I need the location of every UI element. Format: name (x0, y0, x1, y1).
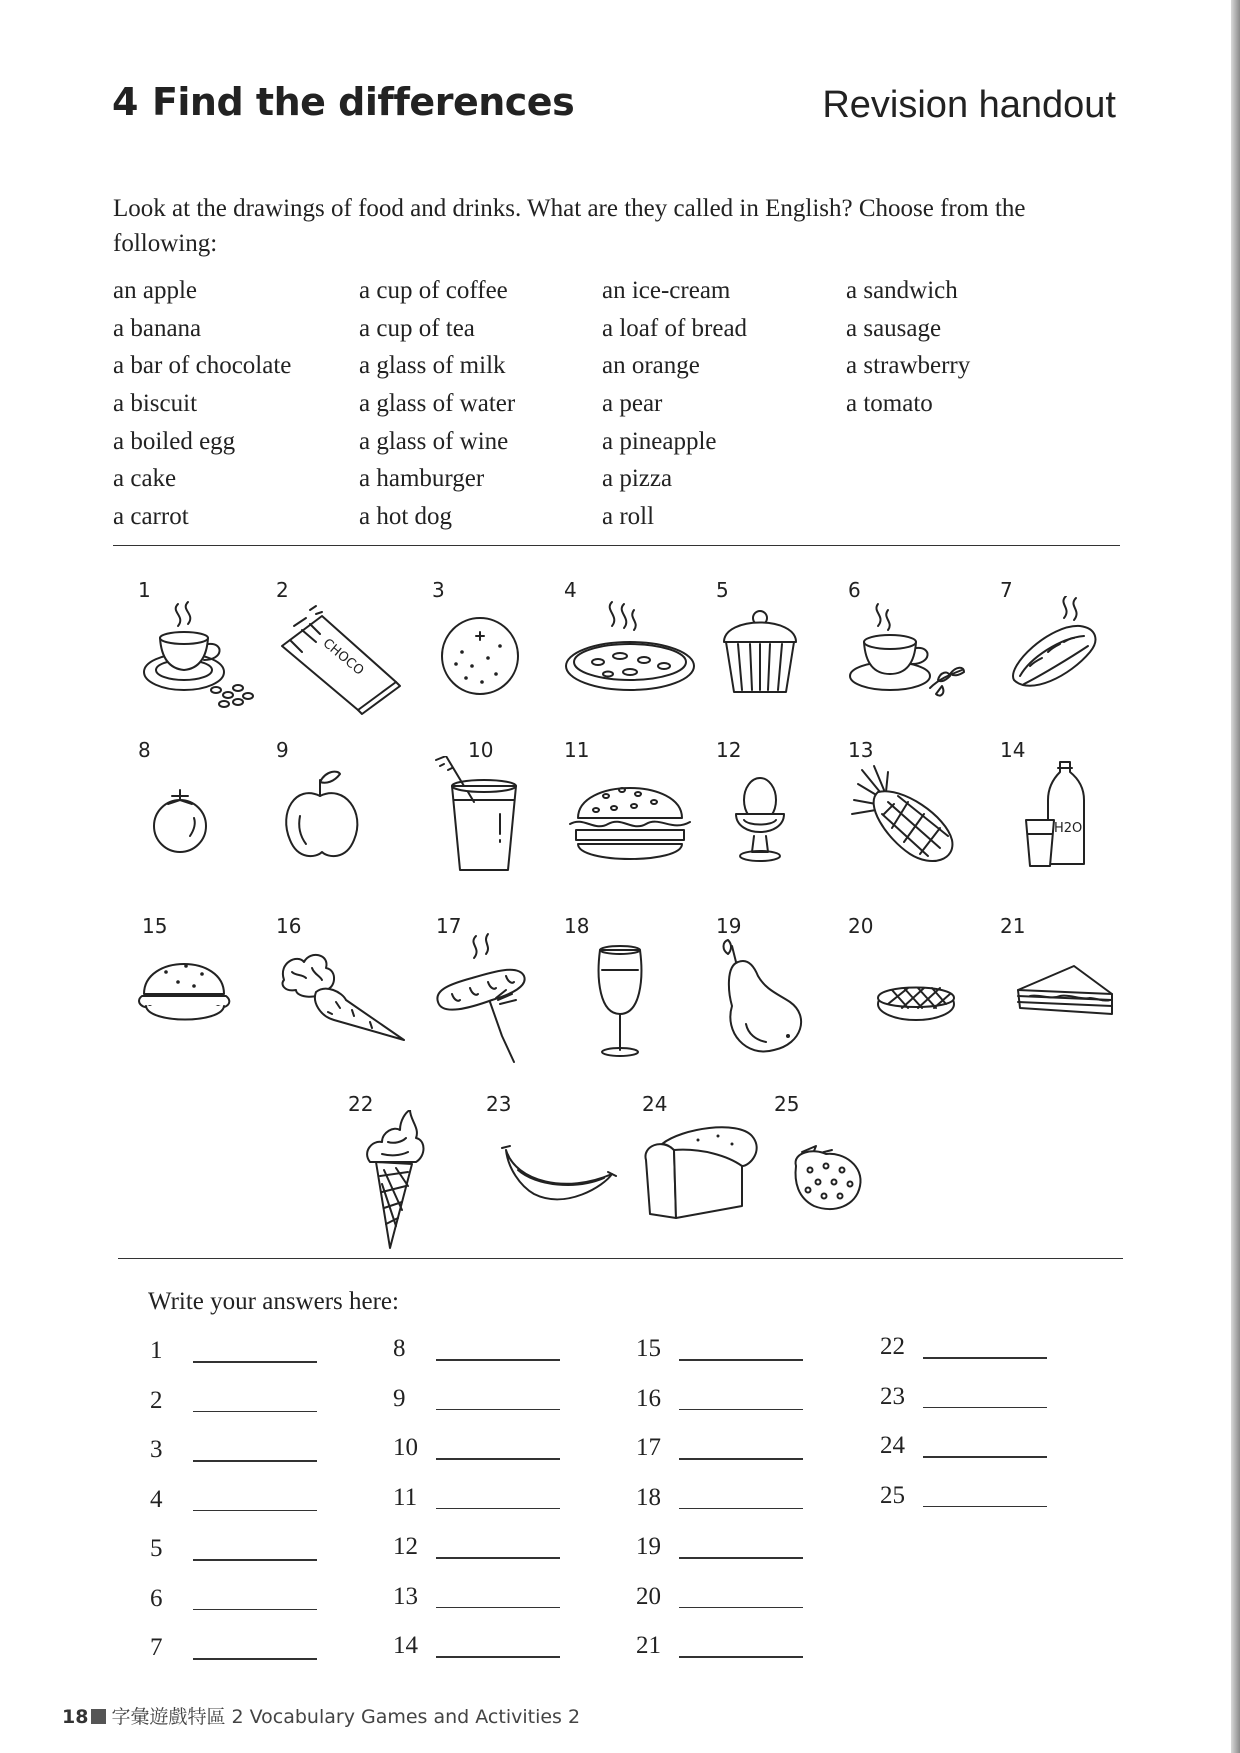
answer-number: 17 (636, 1434, 661, 1461)
answer-line[interactable] (923, 1357, 1047, 1359)
picture-11 (564, 738, 714, 898)
word-item: a glass of milk (359, 352, 506, 380)
strawberry-icon (774, 1110, 924, 1250)
answer-row[interactable] (150, 1531, 390, 1581)
answer-row[interactable] (150, 1581, 390, 1631)
sandwich-icon (1000, 932, 1150, 1072)
answers-heading: Write your answers here: (148, 1288, 399, 1315)
picture-23 (486, 1092, 636, 1252)
answer-number: 24 (880, 1432, 905, 1459)
biscuit-icon (848, 932, 998, 1072)
word-column-3 (602, 272, 842, 536)
answer-number: 4 (150, 1485, 163, 1513)
picture-number: 12 (716, 738, 742, 762)
word-item: a cup of coffee (359, 277, 508, 304)
answer-line[interactable] (436, 1607, 560, 1609)
picture-18 (564, 914, 714, 1074)
picture-25 (774, 1092, 924, 1252)
hamburger-icon (564, 756, 714, 896)
answer-line[interactable] (679, 1458, 803, 1460)
word-item: a hot dog (359, 503, 453, 531)
answer-number: 25 (880, 1481, 905, 1509)
answer-row[interactable] (880, 1478, 1120, 1528)
sausage-icon (432, 932, 582, 1072)
answer-row[interactable] (636, 1579, 876, 1629)
word-item: an ice-cream (602, 277, 731, 304)
answer-number: 13 (393, 1582, 418, 1610)
word-column-4 (846, 272, 1086, 423)
word-item: a cup of tea (359, 314, 475, 342)
answer-row[interactable] (636, 1381, 876, 1431)
picture-number: 1 (138, 578, 151, 602)
picture-2 (276, 578, 426, 738)
picture-6 (848, 578, 998, 738)
page-footer (62, 1702, 580, 1729)
answer-number: 18 (636, 1483, 661, 1511)
answer-line[interactable] (679, 1557, 803, 1559)
word-item: a sandwich (846, 277, 958, 304)
picture-number: 15 (142, 914, 168, 938)
picture-number: 23 (486, 1092, 512, 1116)
answer-line[interactable] (436, 1409, 560, 1411)
handout-type: Revision handout (822, 84, 1116, 126)
word-item: a pineapple (602, 427, 717, 455)
answer-row[interactable] (393, 1579, 633, 1629)
answer-line[interactable] (193, 1510, 317, 1512)
word-item: an apple (113, 277, 197, 304)
glass-of-water-icon (1000, 756, 1150, 896)
answer-number: 7 (150, 1634, 163, 1661)
answer-row[interactable] (636, 1529, 876, 1579)
answer-line[interactable] (679, 1607, 803, 1609)
answer-line[interactable] (679, 1508, 803, 1510)
bottle-label: H2O (1054, 821, 1083, 836)
word-item: a glass of wine (359, 427, 509, 455)
word-item: a glass of water (359, 390, 516, 418)
picture-number: 7 (1000, 578, 1013, 602)
answer-number: 5 (150, 1535, 163, 1562)
chocolate-bar-icon (276, 596, 426, 736)
answer-line[interactable] (923, 1456, 1047, 1458)
word-item: a banana (113, 314, 202, 342)
picture-number: 22 (348, 1092, 374, 1116)
divider-bottom (118, 1258, 1123, 1259)
picture-number: 25 (774, 1092, 800, 1116)
apple-icon (276, 756, 426, 896)
picture-9 (276, 738, 426, 898)
answer-line[interactable] (436, 1359, 560, 1361)
answer-number: 14 (393, 1632, 418, 1659)
answer-number: 15 (636, 1335, 661, 1362)
orange-icon (432, 596, 582, 736)
answer-row[interactable] (393, 1529, 633, 1579)
picture-number: 4 (564, 578, 577, 602)
square-bullet-icon (91, 1709, 106, 1724)
answer-row[interactable] (636, 1331, 876, 1381)
activity-title: Find the differences (151, 80, 575, 124)
bread-loaf-icon (642, 1110, 792, 1250)
answer-row[interactable] (636, 1430, 876, 1480)
answer-number: 20 (636, 1582, 661, 1610)
word-item: a strawberry (846, 352, 971, 380)
tomato-icon (138, 756, 288, 896)
pear-icon (716, 932, 866, 1072)
picture-number: 18 (564, 914, 590, 938)
picture-number: 13 (848, 738, 874, 762)
boiled-egg-icon (716, 756, 866, 896)
answer-number: 19 (636, 1533, 661, 1560)
answer-number: 1 (150, 1337, 163, 1364)
book-title: 字彙遊戲特區 2 Vocabulary Games and Activities 2 (111, 1706, 581, 1728)
answer-row[interactable] (150, 1383, 390, 1433)
picture-7 (1000, 578, 1150, 738)
picture-12 (716, 738, 866, 898)
picture-number: 2 (276, 578, 289, 602)
word-item: a carrot (113, 503, 189, 531)
picture-16 (276, 914, 426, 1074)
answer-row[interactable] (150, 1432, 390, 1482)
picture-24 (642, 1092, 792, 1252)
ice-cream-icon (348, 1110, 498, 1250)
picture-number: 19 (716, 914, 742, 938)
chocolate-label: CHOCO (319, 636, 367, 679)
word-column-1 (113, 272, 353, 536)
answer-line[interactable] (193, 1361, 317, 1363)
answer-number: 16 (636, 1384, 661, 1412)
answer-line[interactable] (193, 1609, 317, 1611)
answer-row[interactable] (393, 1628, 633, 1678)
page-edge-shadow (1231, 0, 1240, 1753)
answer-line[interactable] (436, 1458, 560, 1460)
glass-of-wine-icon (564, 932, 714, 1072)
coffee-cup-icon (138, 596, 288, 736)
picture-number: 9 (276, 738, 289, 762)
answer-number: 11 (393, 1483, 418, 1511)
word-item: a bar of chocolate (113, 352, 292, 380)
instructions-text: Look at the drawings of food and drinks. What are they called in English? Choose from the following: (113, 195, 1026, 257)
picture-21 (1000, 914, 1150, 1074)
word-item: a roll (602, 503, 655, 531)
answer-number: 23 (880, 1382, 905, 1410)
answer-line[interactable] (436, 1508, 560, 1510)
picture-15 (138, 914, 288, 1074)
picture-22 (348, 1092, 498, 1252)
answer-row[interactable] (150, 1630, 390, 1680)
picture-19 (716, 914, 866, 1074)
page-title (112, 80, 574, 124)
word-item: a sausage (846, 314, 942, 342)
page-number: 18 (62, 1706, 89, 1728)
answer-line[interactable] (436, 1557, 560, 1559)
picture-number: 24 (642, 1092, 668, 1116)
answer-row[interactable] (150, 1482, 390, 1532)
divider-top (113, 545, 1120, 546)
picture-10 (432, 738, 582, 898)
picture-number: 6 (848, 578, 861, 602)
glass-of-milk-icon (432, 756, 582, 896)
answer-number: 9 (393, 1384, 406, 1412)
word-item: a hamburger (359, 465, 485, 493)
answer-row[interactable] (880, 1329, 1120, 1379)
answer-line[interactable] (193, 1460, 317, 1462)
answer-row[interactable] (150, 1333, 390, 1383)
carrot-icon (276, 932, 426, 1072)
picture-1 (138, 578, 288, 738)
pineapple-icon (848, 756, 998, 896)
cake-icon (716, 596, 866, 736)
picture-5 (716, 578, 866, 738)
answer-number: 2 (150, 1386, 163, 1414)
word-item: a cake (113, 465, 177, 493)
answer-number: 3 (150, 1436, 163, 1463)
answer-line[interactable] (923, 1506, 1047, 1508)
tea-cup-icon (848, 596, 998, 736)
answer-row[interactable] (393, 1480, 633, 1530)
picture-14 (1000, 738, 1150, 898)
answer-number: 21 (636, 1632, 661, 1659)
picture-number: 11 (564, 738, 590, 762)
answer-line[interactable] (679, 1359, 803, 1361)
picture-number: 10 (468, 738, 494, 762)
answer-number: 10 (393, 1434, 418, 1461)
answer-line[interactable] (193, 1411, 317, 1413)
answer-line[interactable] (436, 1656, 560, 1658)
answer-row[interactable] (393, 1430, 633, 1480)
answer-line[interactable] (679, 1656, 803, 1658)
answer-row[interactable] (880, 1379, 1120, 1429)
roll-icon (138, 932, 288, 1072)
answer-row[interactable] (393, 1331, 633, 1381)
picture-number: 16 (276, 914, 302, 938)
answer-line[interactable] (679, 1409, 803, 1411)
answer-row[interactable] (636, 1628, 876, 1678)
pizza-icon (564, 596, 714, 736)
word-item: a loaf of bread (602, 314, 748, 342)
answer-number: 12 (393, 1533, 418, 1560)
picture-4 (564, 578, 714, 738)
answer-number: 22 (880, 1333, 905, 1360)
picture-number: 17 (436, 914, 462, 938)
word-item: a biscuit (113, 390, 198, 418)
picture-3 (432, 578, 582, 738)
picture-13 (848, 738, 998, 898)
word-item: a tomato (846, 390, 933, 418)
picture-number: 14 (1000, 738, 1026, 762)
hot-dog-icon (1000, 596, 1150, 736)
word-item: a pizza (602, 465, 673, 493)
picture-number: 21 (1000, 914, 1026, 938)
picture-8 (138, 738, 288, 898)
answer-line[interactable] (193, 1559, 317, 1561)
answer-line[interactable] (193, 1658, 317, 1660)
answer-number: 8 (393, 1335, 406, 1362)
activity-number: 4 (112, 80, 138, 124)
banana-icon (486, 1110, 636, 1250)
picture-number: 8 (138, 738, 151, 762)
answer-line[interactable] (923, 1407, 1047, 1409)
answer-row[interactable] (393, 1381, 633, 1431)
picture-17 (432, 914, 582, 1074)
answer-row[interactable] (636, 1480, 876, 1530)
picture-number: 5 (716, 578, 729, 602)
picture-20 (848, 914, 998, 1074)
picture-number: 3 (432, 578, 445, 602)
answer-row[interactable] (880, 1428, 1120, 1478)
answer-number: 6 (150, 1584, 163, 1612)
word-item: an orange (602, 352, 700, 380)
picture-number: 20 (848, 914, 874, 938)
word-item: a pear (602, 390, 663, 418)
word-column-2 (359, 272, 599, 536)
word-item: a boiled egg (113, 427, 236, 455)
